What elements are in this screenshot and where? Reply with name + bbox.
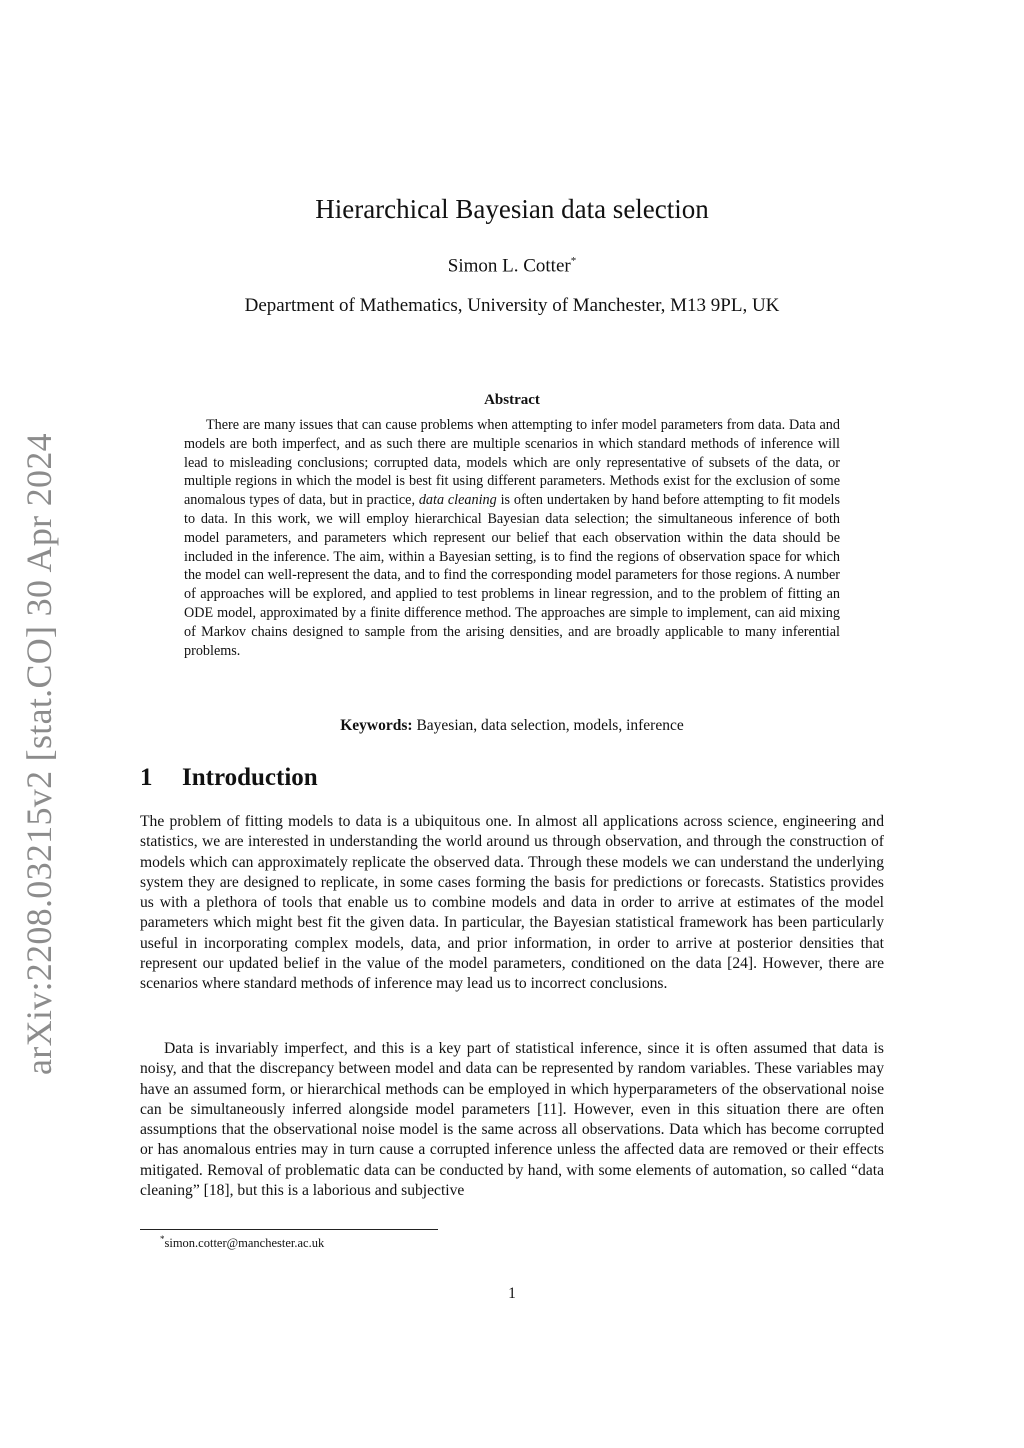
abstract-emphasis: data cleaning: [418, 492, 497, 509]
paper-title: Hierarchical Bayesian data selection: [315, 194, 709, 224]
arxiv-identifier-stamp: arXiv:2208.03215v2 [stat.CO] 30 Apr 2024: [19, 433, 59, 1075]
keywords-line: [0, 717, 1024, 735]
abstract-body: [184, 416, 840, 660]
section-number: 1: [140, 764, 153, 791]
keywords-values: Bayesian, data selection, models, inference: [416, 717, 684, 734]
footnote-mark: *: [160, 1234, 165, 1244]
author-name: Simon L. Cotter: [447, 255, 571, 277]
abstract-text-part1: There are many issues that can cause problems when attempting to infer model parameters from data. Data and models are both imperfect, and as such there are multiple scenarios in which standard methods of inference will lead to misleading conclusions; corrupted data, models which are only representative of subsets of the data, or multiple regions in which the model is best fit using different parameters. Methods exist for the exclusion of some anomalous types of data, but in practice,: [184, 417, 840, 509]
section-heading-introduction: [140, 764, 318, 792]
footnote-divider: [140, 1229, 438, 1230]
page-number: 1: [508, 1285, 516, 1302]
section-title: Introduction: [182, 764, 318, 791]
author-footnote-mark: *: [570, 255, 577, 267]
intro-paragraph-2: Data is invariably imperfect, and this is a key part of statistical inference, since it is often assumed that data is noisy, and that the discrepancy between model and data can be represented by random variables. These variables may have an assumed form, or hierarchical methods can be employed in which hyperparameters of the observational noise can be simultaneously inferred alongside model parameters [11]. However, even in this situation there are often assumptions that the observational noise model is the same across all observations. Data which has become corrupted or has anomalous entries may in turn cause a corrupted inference unless the affected data are removed or their effects mitigated. Removal of problematic data can be conducted by hand, with some elements of automation, so called “data cleaning” [18], but this is a laborious and subjective: [140, 1040, 884, 1200]
footnote: [160, 1234, 324, 1251]
keywords-label: Keywords:: [340, 717, 413, 734]
abstract-text-part2: is often undertaken by hand before attempting to fit models to data. In this work, we will employ hierarchical Bayesian data selection; the simultaneous inference of both model parameters, and parameters which represent our belief that each observation within the data should be included in the inference. The aim, within a Bayesian setting, is to find the regions of observation space for which the model can well-represent the data, and to find the corresponding model parameters for those regions. A number of approaches will be explored, and applied to test problems in linear regression, and to the problem of fitting an ODE model, approximated by a finite difference method. The approaches are simple to implement, can aid mixing of Markov chains designed to sample from the arising densities, and are broadly applicable to many inferential problems.: [184, 492, 840, 659]
footnote-email: simon.cotter@manchester.ac.uk: [164, 1236, 325, 1251]
author-line: [0, 255, 1024, 277]
author-affiliation: Department of Mathematics, University of Manchester, M13 9PL, UK: [244, 295, 780, 316]
abstract-heading: Abstract: [484, 392, 540, 408]
intro-paragraph-1: The problem of fitting models to data is a ubiquitous one. In almost all applications across science, engineering and statistics, we are interested in understanding the world around us through observation, and through the construction of models which can approximately replicate the observed data. Through these models we can understand the underlying system they are designed to replicate, in some cases forming the basis for predictions or forecasts. Statistics provides us with a plethora of tools that enable us to combine models and data in order to arrive at estimates of the model parameters which might best fit the given data. In particular, the Bayesian statistical framework has been particularly useful in incorporating complex models, data, and prior information, in order to arrive at posterior densities that represent our updated belief in the value of the model parameters, conditioned on the data [24]. However, there are scenarios where standard methods of inference may lead us to incorrect conclusions.: [140, 813, 884, 993]
